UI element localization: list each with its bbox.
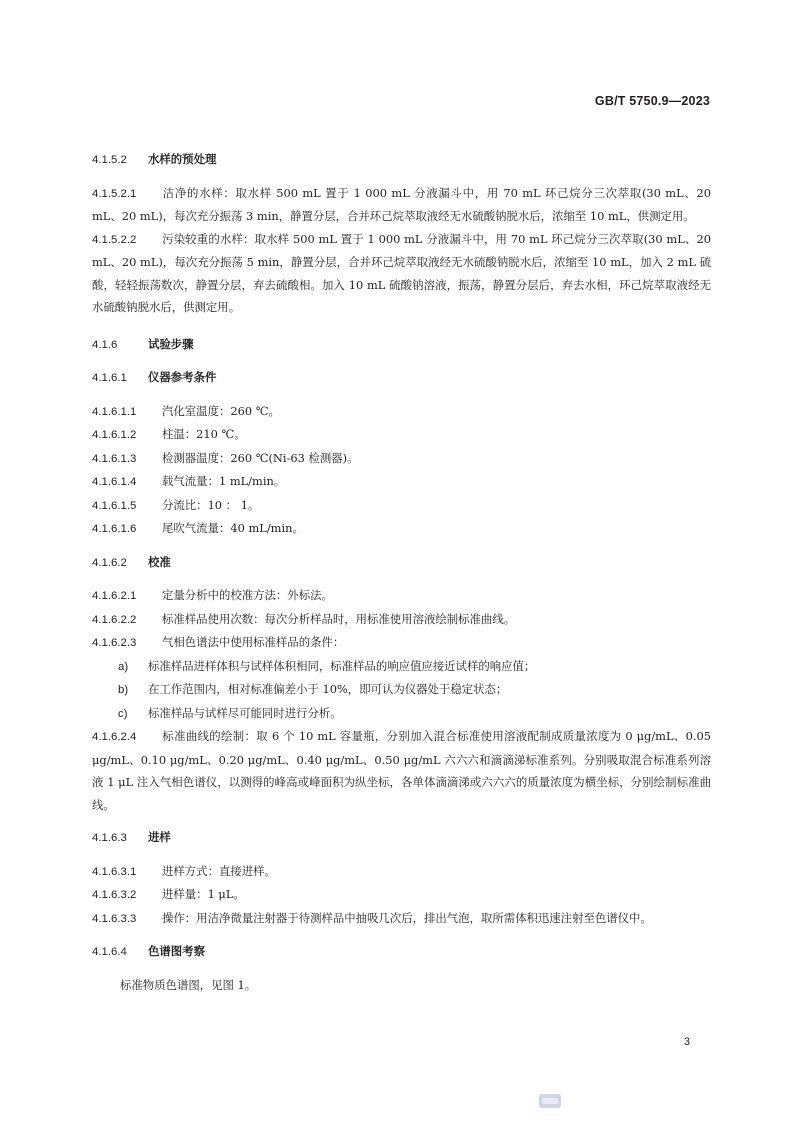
section-title: 校准: [148, 554, 171, 569]
clause-text: 标准样品使用次数：每次分析样品时，用标准使用溶液绘制标准曲线。: [162, 611, 516, 626]
clause-text: 洁净的水样：取水样 500 mL 置于 1 000 mL 分液漏斗中，用 70 mL 环己烷分三次萃取(30 mL、20 mL、20 mL)，每次充分振荡 3 min，静置分层，合并环己烷萃取液经无水硫酸钠脱水后，浓缩至 10 mL，供测定用。: [92, 185, 711, 223]
clause-4-1-6-1-6: [92, 517, 711, 541]
clause-number: 4.1.6.1.4: [92, 476, 137, 488]
clause-text: 分流比：10 ： 1。: [162, 497, 260, 512]
clause-text: 检测器温度：260 ℃(Ni-63 检测器)。: [162, 450, 359, 465]
clause-number: 4.1.6.2.2: [92, 613, 137, 626]
clause-text: 污染较重的水样：取水样 500 mL 置于 1 000 mL 分液漏斗中，用 70 mL 环己烷分三次萃取(30 mL、20 mL、20 mL)，每次充分振荡 5 min，静置分层，合并环己烷萃取液经无水硫酸钠脱水后，浓缩至 10 mL，加入 2 mL 硫酸，轻轻振荡数次，静置分层，弃去硫酸相。加入 10 mL 硫酸钠溶液，振荡，静置分层后，弃去水相，环己烷萃取液经无水硫酸钠脱水后，供测定用。: [92, 231, 711, 314]
clause-text: 尾吹气流量：40 mL/min。: [162, 521, 304, 535]
section-heading-4-1-5-2: [92, 148, 711, 172]
section-title: 色谱图考察: [148, 944, 205, 958]
clause-number: 4.1.6.3.2: [92, 889, 137, 901]
clause-text: 汽化室温度：260 ℃。: [162, 403, 280, 418]
clause-number: 4.1.6.2.4: [92, 731, 137, 743]
section-heading-4-1-6-4: [92, 940, 711, 964]
clause-4-1-6-1-5: [92, 494, 711, 518]
clause-4-1-6-1-3: [92, 447, 711, 471]
clause-number: 4.1.5.2.1: [92, 187, 137, 200]
clause-4-1-6-2-2: [92, 608, 711, 632]
list-item: [118, 702, 711, 726]
clause-text: 柱温：210 ℃。: [162, 427, 246, 441]
standard-code: GB/T 5750.9—2023: [594, 94, 710, 108]
clause-4-1-6-1-1: [92, 400, 711, 424]
list-label: a): [118, 660, 129, 673]
list-text: 标准样品进样体积与试样体积相同，标准样品的响应值应接近试样的响应值；: [148, 658, 536, 673]
list-label: c): [118, 707, 128, 720]
clause-number: 4.1.6.1.1: [92, 405, 137, 418]
section-number: 4.1.6.2: [92, 556, 127, 569]
clause-4-1-6-2-3: [92, 631, 711, 655]
clause-4-1-6-2-1: [92, 584, 711, 608]
clause-number: 4.1.6.3.1: [92, 865, 137, 878]
clause-4-1-6-3-3: [92, 907, 711, 931]
watermark-logo-icon: [539, 1094, 561, 1108]
page-number: 3: [683, 1036, 690, 1048]
chromatogram-reference: 标准物质色谱图，见图 1。: [120, 977, 257, 992]
clause-number: 4.1.6.1.5: [92, 499, 137, 512]
clause-text: 进样方式：直接进样。: [162, 863, 276, 878]
paragraph-4-1-5-2-1: [92, 182, 711, 228]
document-body: [92, 138, 711, 996]
section-title: 仪器参考条件: [148, 370, 217, 384]
clause-number: 4.1.5.2.2: [92, 233, 137, 246]
section-number: 4.1.6.3: [92, 832, 127, 844]
clause-number: 4.1.6.2.1: [92, 590, 137, 602]
clause-text: 操作：用洁净微量注射器于待测样品中抽吸几次后，排出气泡，取所需体积迅速注射至色谱仪中。: [162, 910, 652, 925]
clause-number: 4.1.6.1.6: [92, 523, 137, 535]
list-text: 在工作范围内，相对标准偏差小于 10%，即可认为仪器处于稳定状态；: [148, 682, 508, 696]
section-number: 4.1.6.1: [92, 372, 127, 384]
clause-4-1-6-3-1: [92, 860, 711, 884]
list-label: b): [118, 684, 129, 696]
clause-number: 4.1.6.2.3: [92, 637, 137, 649]
clause-number: 4.1.6.1.2: [92, 429, 137, 441]
section-heading-4-1-6-2: [92, 551, 711, 575]
clause-4-1-6-1-4: [92, 470, 711, 494]
section-title: 水样的预处理: [148, 152, 217, 166]
section-title: 试验步骤: [148, 336, 194, 351]
clause-text: 定量分析中的校准方法：外标法。: [162, 588, 333, 602]
list-item: [118, 678, 711, 702]
clause-text: 标准曲线的绘制：取 6 个 10 mL 容量瓶，分别加入混合标准使用溶液配制成质量浓度为 0 μg/mL、0.05 μg/mL、0.10 μg/mL、0.20 μg/mL、0.40 μg/mL、0.50 μg/mL 六六六和滴滴涕标准系列。分别吸取混合标准系列溶液 1 μL 注入气相色谱仪，以测得的峰高或峰面积为纵坐标，各单体滴滴涕或六六六的质量浓度为横坐标，分别绘制标准曲线。: [92, 729, 711, 812]
condition-list: [92, 655, 711, 726]
section-number: 4.1.5.2: [92, 154, 127, 166]
clause-text: 气相色谱法中使用标准样品的条件：: [162, 635, 345, 649]
clause-4-1-6-3-2: [92, 883, 711, 907]
clause-text: 进样量：1 μL。: [162, 887, 245, 901]
section-heading-4-1-6: [92, 333, 711, 357]
clause-4-1-6-1-2: [92, 423, 711, 447]
list-text: 标准样品与试样尽可能同时进行分析。: [148, 705, 342, 720]
clause-4-1-6-2-4: [92, 725, 711, 816]
section-heading-4-1-6-1: [92, 366, 711, 390]
section-heading-4-1-6-3: [92, 826, 711, 850]
section-number: 4.1.6: [92, 338, 118, 351]
section-title: 进样: [148, 830, 171, 844]
clause-text: 载气流量：1 mL/min。: [162, 474, 286, 488]
clause-number: 4.1.6.3.3: [92, 912, 137, 925]
section-number: 4.1.6.4: [92, 946, 127, 958]
list-item: [118, 655, 711, 679]
paragraph-4-1-5-2-2: [92, 228, 711, 319]
clause-number: 4.1.6.1.3: [92, 452, 137, 465]
